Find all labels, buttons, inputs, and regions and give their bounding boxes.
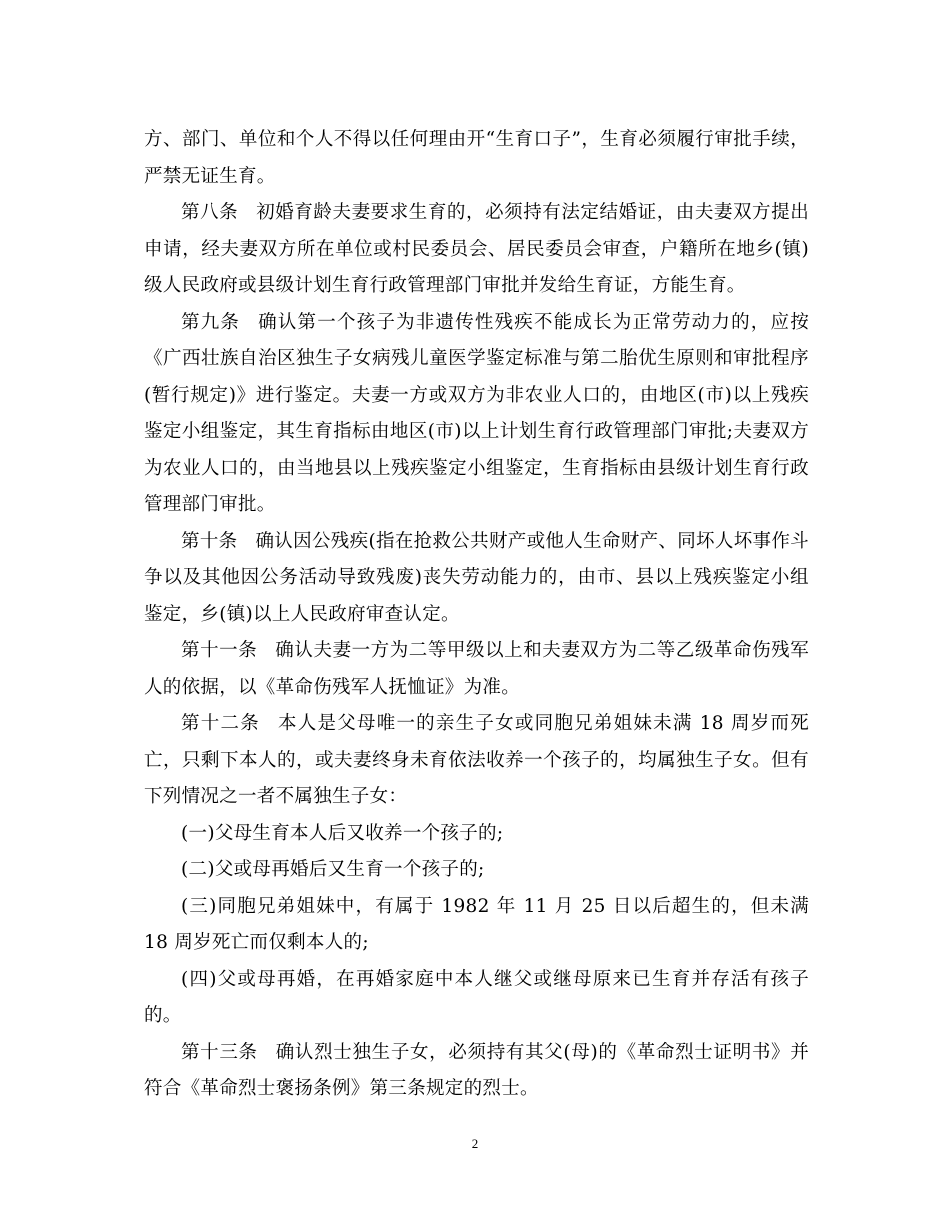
paragraph-text: (三)同胞兄弟姐妹中，有属于 1982 年 11 月 25 日以后超生的，但未满 18 周岁死亡而仅剩本人的; (144, 895, 809, 953)
article-9-paragraph (144, 305, 809, 524)
list-item-2 (144, 852, 809, 889)
paragraph-text: 确认因公残疾(指在抢救公共财产或他人生命财产、同坏人坏事作斗争以及其他因公务活动导致残废)丧失劳动能力的，由市、县以上残疾鉴定小组鉴定，乡(镇)以上人民政府审查认定。 (144, 530, 809, 625)
article-11-paragraph (144, 633, 809, 706)
document-body (144, 122, 809, 1108)
page-number: 2 (471, 1136, 479, 1151)
article-8-paragraph (144, 195, 809, 305)
article-number: 第十三条 (181, 1041, 258, 1063)
paragraph-text: (四)父或母再婚，在再婚家庭中本人继父或继母原来已生育并存活有孩子的。 (144, 968, 809, 1026)
list-item-3 (144, 889, 809, 962)
paragraph-text: 确认夫妻一方为二等甲级以上和夫妻双方为二等乙级革命伤残军人的依据，以《革命伤残军人抚恤证》为准。 (144, 640, 810, 698)
paragraph-text: 本人是父母唯一的亲生子女或同胞兄弟姐妹未满 18 周岁而死亡，只剩下本人的，或夫妻终身未育依法收养一个孩子的，均属独生子女。但有下列情况之一者不属独生子女： (144, 713, 809, 807)
article-13-paragraph (144, 1035, 809, 1108)
paragraph-text: 确认第一个孩子为非遗传性残疾不能成长为正常劳动力的，应按《广西壮族自治区独生子女病残儿童医学鉴定标准与第二胎优生原则和审批程序(暂行规定)》进行鉴定。夫妻一方或双方为非农业人口的，由地区(市)以上残疾鉴定小组鉴定，其生育指标由地区(市)以上计划生育行政管理部门审批;夫妻双方为农业人口的，由当地县以上残疾鉴定小组鉴定，生育指标由县级计划生育行政管理部门审批。 (144, 311, 809, 515)
article-number: 第十二条 (181, 713, 260, 734)
paragraph-text: (二)父或母再婚后又生育一个孩子的; (181, 859, 485, 880)
paragraph-text: 方、部门、单位和个人不得以任何理由开“生育口子”，生育必须履行审批手续，严禁无证生育。 (144, 129, 809, 187)
paragraph-text: (一)父母生育本人后又收养一个孩子的; (181, 822, 504, 844)
article-number: 第十一条 (181, 640, 258, 661)
article-number: 第八条 (181, 202, 239, 223)
paragraph-text: 初婚育龄夫妻要求生育的，必须持有法定结婚证，由夫妻双方提出申请，经夫妻双方所在单位或村民委员会、居民委员会审查，户籍所在地乡(镇)级人民政府或县级计划生育行政管理部门审批并发给生育证，方能生育。 (144, 202, 809, 296)
list-item-1 (144, 816, 809, 853)
list-item-4 (144, 962, 809, 1035)
article-number: 第九条 (181, 311, 241, 333)
article-10-paragraph (144, 524, 809, 634)
article-12-paragraph (144, 706, 809, 816)
paragraph-continuation (144, 122, 809, 195)
article-number: 第十条 (181, 530, 238, 552)
paragraph-text: 确认烈士独生子女，必须持有其父(母)的《革命烈士证明书》并符合《革命烈士褒扬条例》第三条规定的烈士。 (144, 1041, 810, 1099)
